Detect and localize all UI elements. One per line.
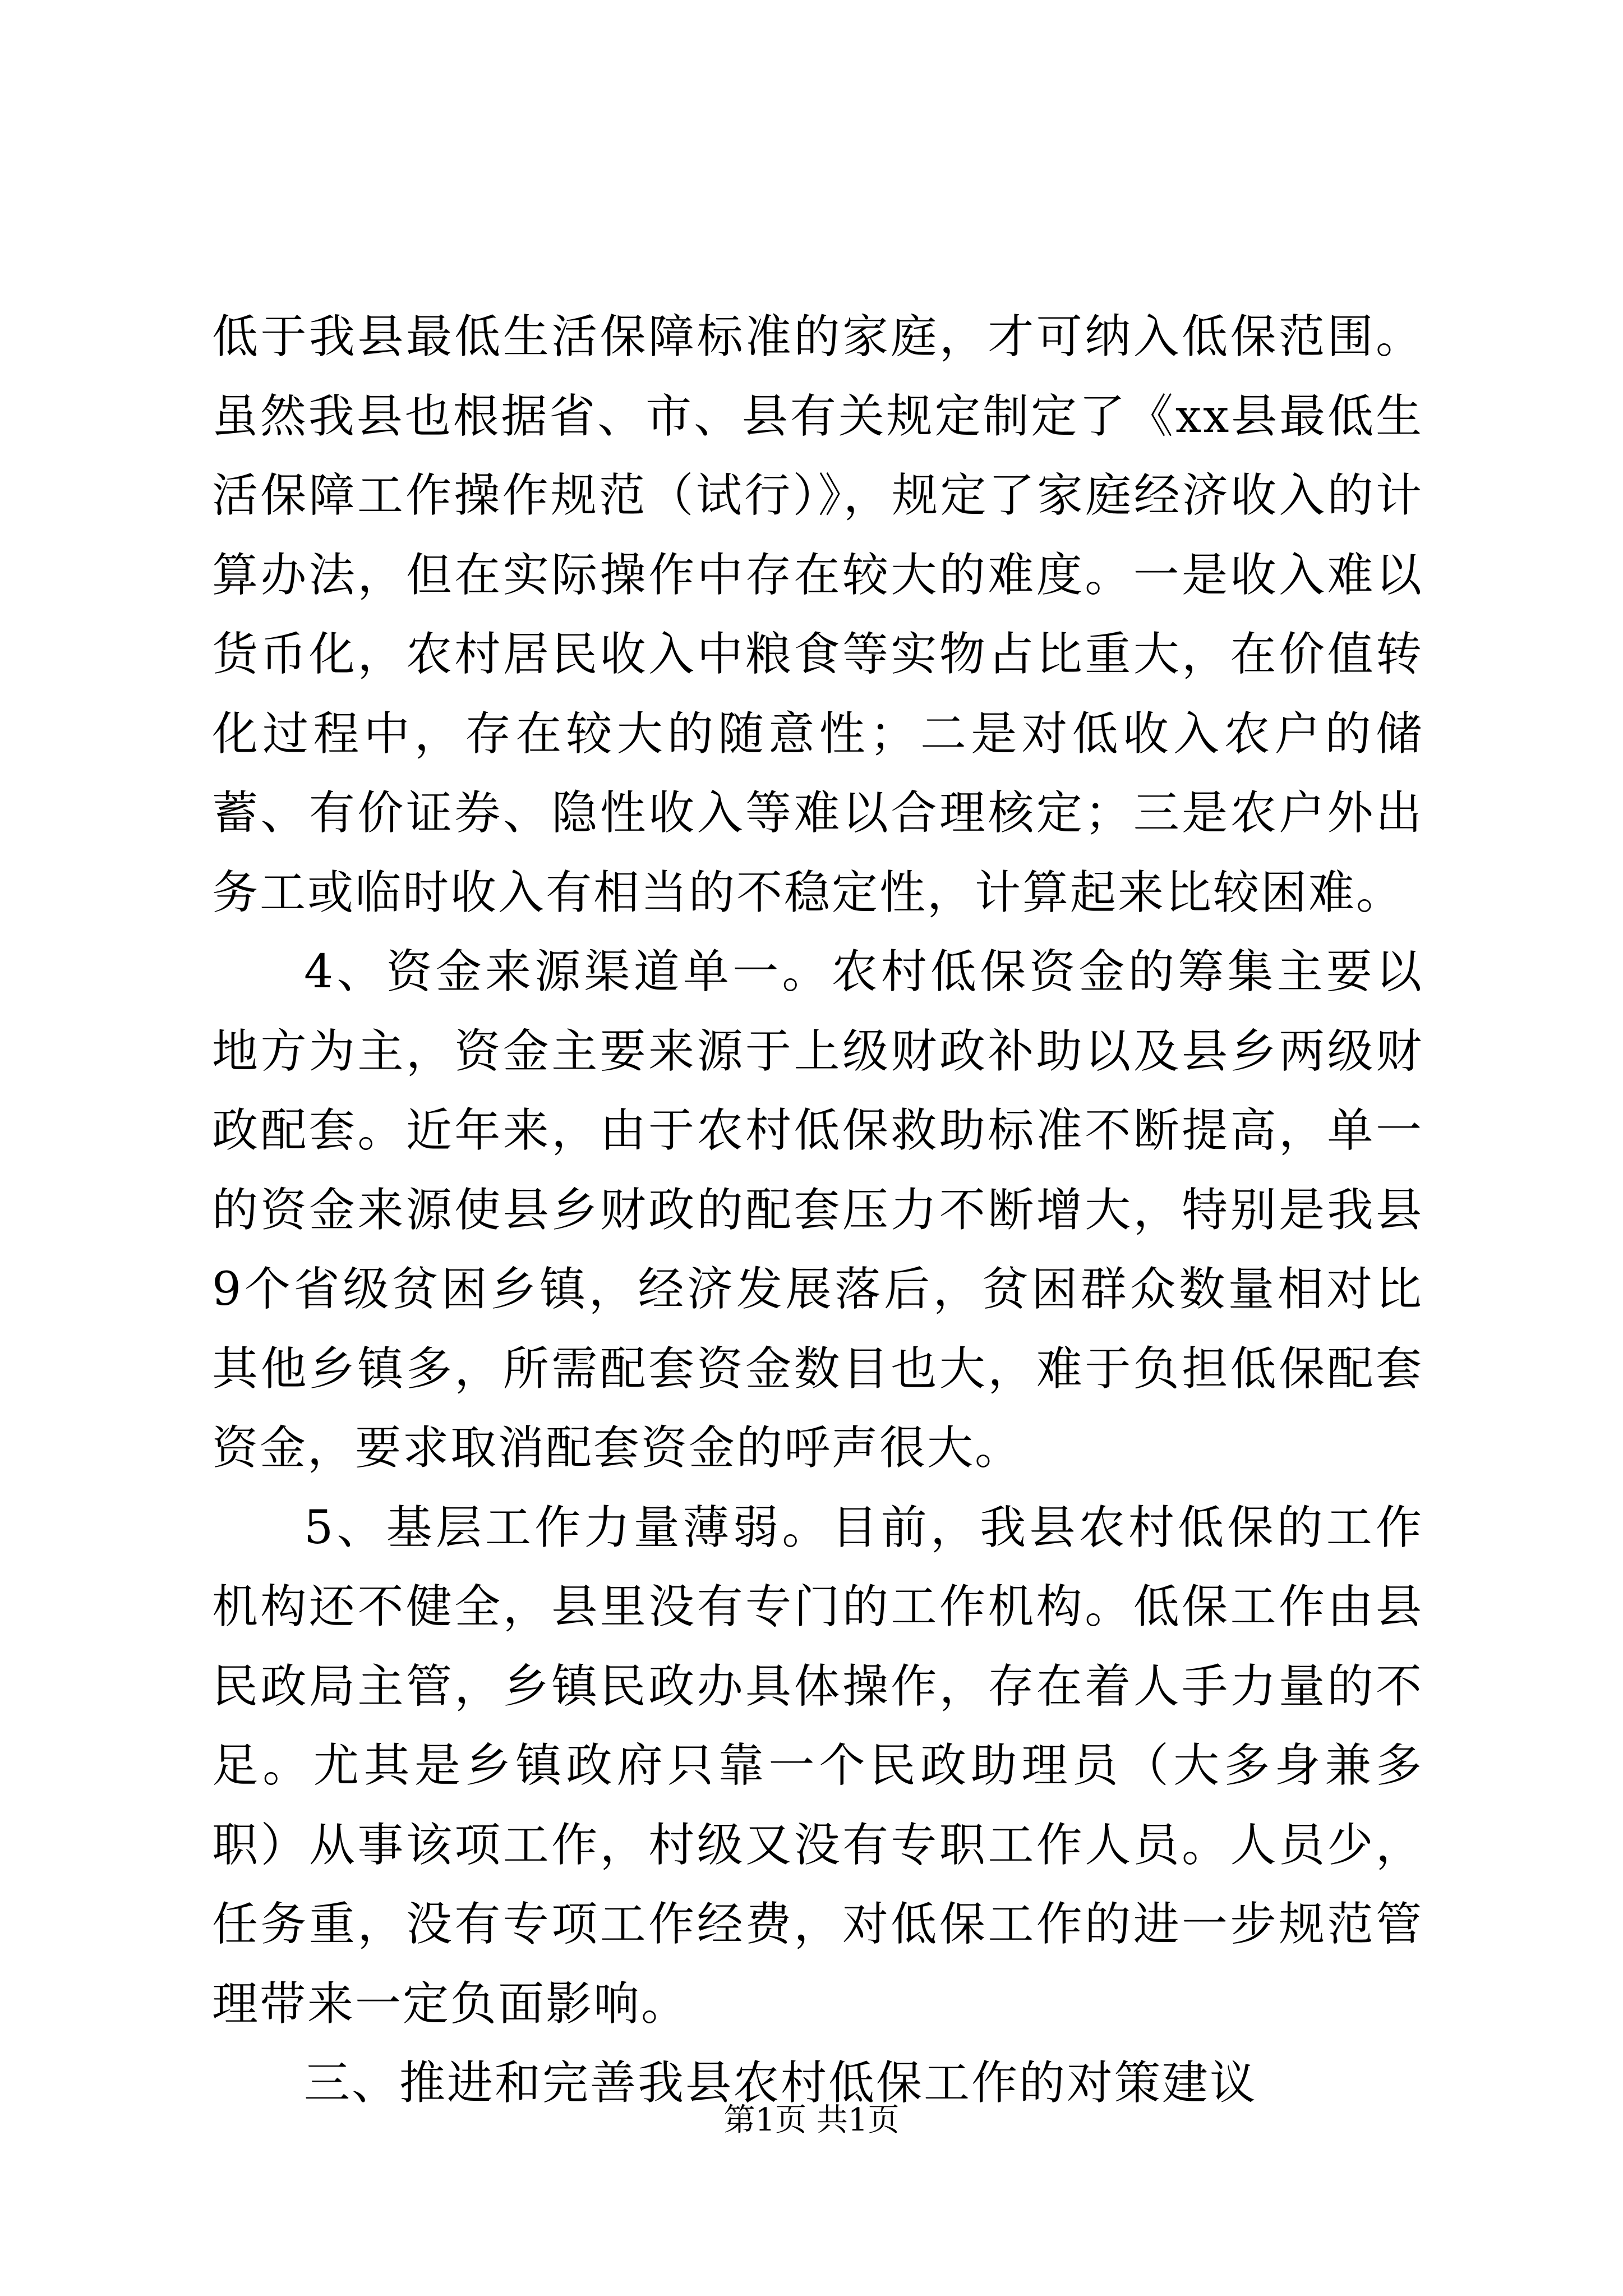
paragraph-funding-sources: 4、资金来源渠道单一。农村低保资金的筹集主要以地方为主，资金主要来源于上级财政补助以及县乡两级财政配套。近年来，由于农村低保救助标准不断提高，单一的资金来源使县乡财政的配套压力不断增大，特别是我县9个省级贫困乡镇，经济发展落后，贫困群众数量相对比其他乡镇多，所需配套资金数目也大，难于负担低保配套资金，要求取消配套资金的呼声很大。: [212, 945, 1423, 1475]
page-footer: [0, 2101, 1623, 2140]
section-heading-recommendations: 三、推进和完善我县农村低保工作的对策建议: [304, 2056, 1258, 2110]
paragraph-grassroots-workforce: 5、基层工作力量薄弱。目前，我县农村低保的工作机构还不健全，县里没有专门的工作机构。低保工作由县民政局主管，乡镇民政办具体操作，存在着人手力量的不足。尤其是乡镇政府只靠一个民政助理员（大多身兼多职）从事该项工作，村级又没有专职工作人员。人员少，任务重，没有专项工作经费，对低保工作的进一步规范管理带来一定负面影响。: [212, 1501, 1423, 2031]
page-number-label: 第1页 共1页: [723, 2102, 900, 2138]
document-body: [212, 297, 1423, 2123]
paragraph-continuation: 低于我县最低生活保障标准的家庭，才可纳入低保范围。虽然我县也根据省、市、县有关规定制定了《xx县最低生活保障工作操作规范（试行）》，规定了家庭经济收入的计算办法，但在实际操作中存在较大的难度。一是收入难以货币化，农村居民收入中粮食等实物占比重大，在价值转化过程中，存在较大的随意性；二是对低收入农户的储蓄、有价证券、隐性收入等难以合理核定；三是农户外出务工或临时收入有相当的不稳定性，计算起来比较困难。: [212, 310, 1423, 919]
